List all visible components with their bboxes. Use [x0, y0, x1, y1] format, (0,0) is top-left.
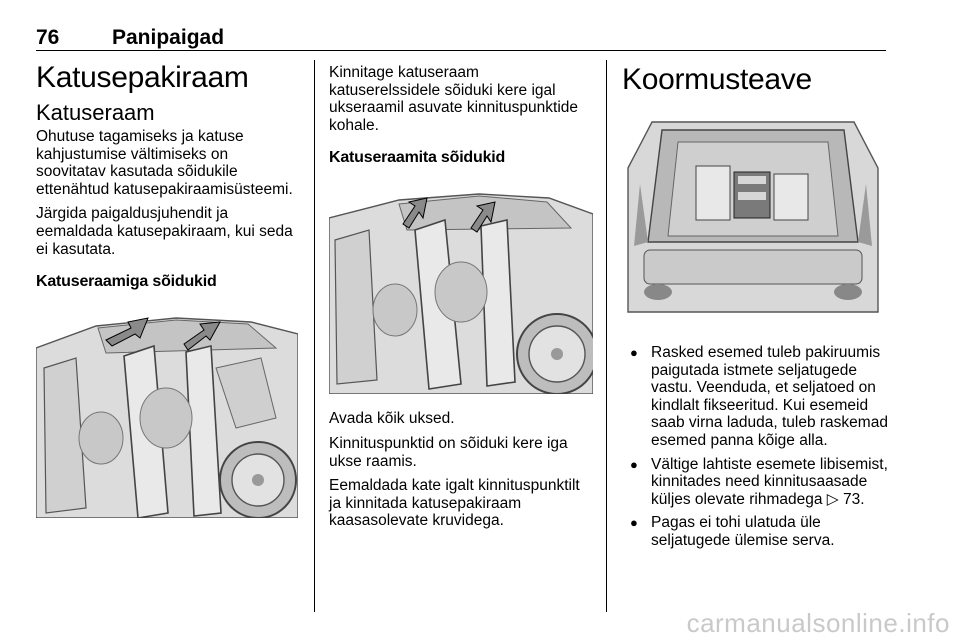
load-info-title: Koormusteave	[622, 63, 812, 96]
chapter-title: Katusepakiraam	[36, 61, 249, 94]
column-divider-2	[606, 60, 607, 612]
bullet-icon: ●	[630, 456, 638, 472]
bullet-icon: ●	[630, 345, 638, 360]
cargo-area-illustration	[622, 112, 884, 328]
list-item: ● Rasked esemed tuleb pakiruumis paigutada istmete seljatugede vastu. Veenduda, et seljatoed on kindlalt fikseeritud. Kui esemeid saab virna laduda, tuleb raskemad esemed panna kõige alla.	[630, 344, 888, 449]
subsection-title: Katuseraam	[36, 100, 155, 125]
mount-points-paragraph: Kinnituspunktid on sõiduki kere iga ukse raamis.	[329, 434, 568, 470]
load-info-list	[622, 344, 892, 550]
without-rails-heading: Katuseraamita sõidukid	[329, 149, 506, 167]
remove-cover-paragraph: Eemaldada kate igalt kinnituspunktilt ja kinnitada katusepakiraam kaasasolevate kruvidega.	[329, 477, 580, 530]
car-doors-open-illustration-2	[329, 184, 593, 394]
column-load-info	[622, 60, 892, 556]
safety-paragraph: Ohutuse tagamiseks ja katuse kahjustumise vältimiseks on soovitatav kasutada sõidukile ettenähtud katusepakiraamisüsteemi.	[36, 128, 293, 198]
list-item: ● Pagas ei tohi ulatuda üle seljatugede ülemise serva.	[630, 514, 835, 549]
watermark: carmanualsonline.info	[686, 608, 950, 638]
column-divider-1	[314, 60, 315, 612]
section-title: Panipaigad	[112, 26, 225, 49]
page-header	[36, 26, 886, 52]
car-doors-open-illustration-1	[36, 308, 298, 518]
header-rule	[36, 50, 886, 51]
page-number: 76	[36, 26, 60, 49]
column-roof-rack	[36, 60, 302, 518]
fitting-paragraph: Kinnitage katuseraam katuserelssidele sõiduki kere igal ukseraamil asuvate kinnituspunktide kohale.	[329, 64, 578, 134]
open-doors-paragraph: Avada kõik uksed.	[329, 410, 455, 428]
list-item: ● Vältige lahtiste esemete libisemist, kinnitades need kinnitusaasade küljes olevate rihmadega ▷ 73.	[630, 455, 888, 508]
with-rails-heading: Katuseraamiga sõidukid	[36, 273, 217, 291]
column-no-rails	[329, 64, 594, 530]
bullet-icon: ●	[630, 515, 638, 531]
install-paragraph: Järgida paigaldusjuhendit ja eemaldada katusepakiraam, kui seda ei kasutata.	[36, 205, 293, 258]
